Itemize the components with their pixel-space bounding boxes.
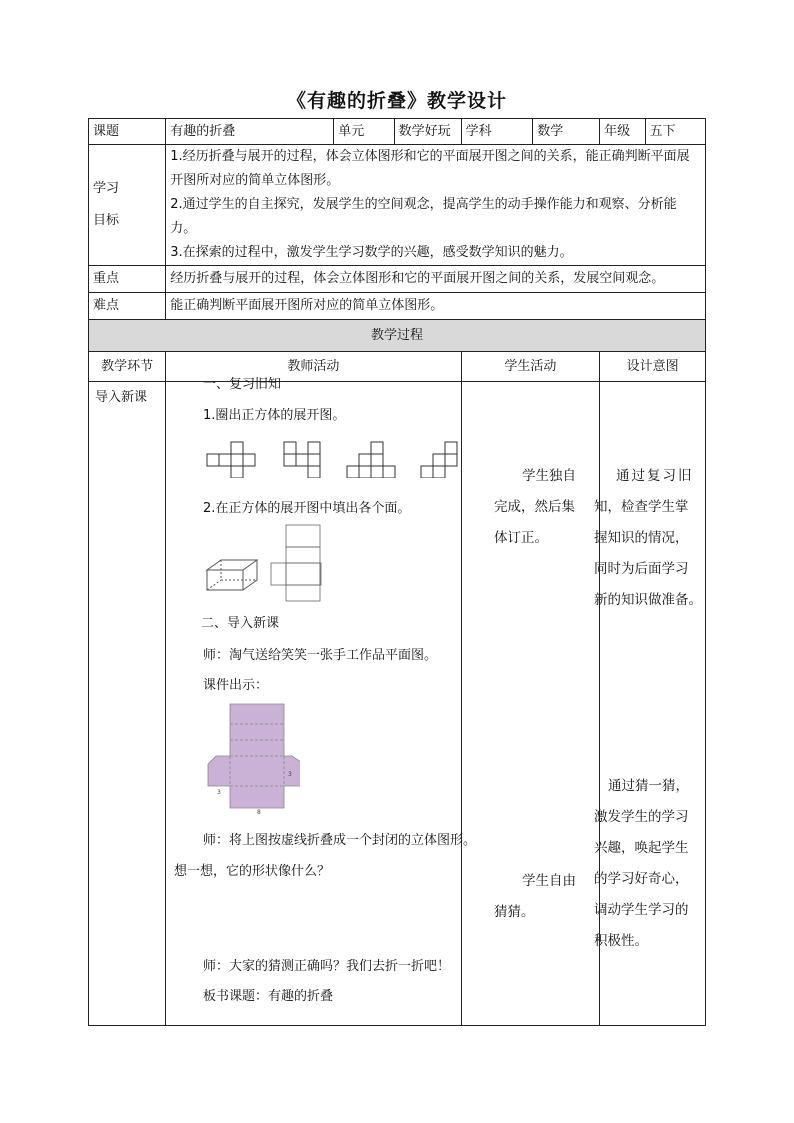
design-intent-2 [594, 771, 689, 957]
teacher-line-1: 师：淘气送给笑笑一张手工作品平面图。 [203, 648, 438, 663]
cube-net-1 [207, 442, 255, 478]
goal-line: 3.在探索的过程中，激发学生学习数学的兴趣，感受数学知识的魅力。 [170, 245, 573, 260]
col-teacher: 教师活动 [166, 352, 461, 382]
goals-text [166, 145, 706, 266]
intent-line: 握知识的情况， [594, 530, 689, 546]
col-stage: 教学环节 [89, 352, 166, 382]
key-point-row [89, 266, 706, 293]
process-header-row [89, 320, 706, 352]
cube-net-4 [421, 442, 457, 478]
intent-line: 的学习好奇心， [594, 871, 689, 887]
goal-line: 2.通过学生的自主探究，发展学生的空间观念，提高学生的动手操作能力和观察、分析能力。 [170, 197, 677, 236]
student-line: 学生独自 [522, 468, 576, 484]
process-header: 教学过程 [89, 320, 706, 352]
cube-net-3 [347, 442, 395, 478]
goal-line: 1.经历折叠与展开的过程，体会立体图形和它的平面展开图之间的关系，能正确判断平面展 [170, 149, 690, 164]
cube-nets-figure [205, 438, 461, 478]
section-intro: 二、导入新课 [201, 616, 280, 631]
question-1: 1.圈出正方体的展开图。 [203, 408, 346, 423]
handcraft-net-figure [204, 702, 300, 814]
unit-value: 数学好玩 [394, 119, 461, 145]
intent-line: 调动学生学习的 [594, 902, 689, 918]
student-activity-1 [494, 461, 576, 554]
cube-nets [205, 438, 461, 478]
goals-label-line2: 目标 [93, 213, 120, 228]
topic-label: 课题 [89, 119, 166, 145]
goal-line: 开图所对应的简单立体图形。 [170, 173, 340, 188]
grade-value: 五下 [645, 119, 705, 145]
intent-line: 通过复习旧 [616, 468, 694, 484]
design-intent-1 [594, 461, 702, 616]
stage-label: 导入新课 [95, 390, 148, 405]
key-point-text: 经历折叠与展开的过程，体会立体图形和它的平面展开图之间的关系，发展空间观念。 [166, 266, 706, 293]
topic-value: 有趣的折叠 [166, 119, 334, 145]
intent-line: 同时为后面学习 [594, 561, 689, 577]
goals-label-line1: 学习 [93, 181, 120, 196]
unit-label: 单元 [334, 119, 394, 145]
intent-line: 激发学生的学习 [594, 809, 689, 825]
intent-line: 积极性。 [594, 933, 648, 949]
difficulty-row [89, 293, 706, 320]
grade-label: 年级 [600, 119, 645, 145]
info-row [89, 119, 706, 145]
teacher-line-4: 师：大家的猜测正确吗？我们去折一折吧！ [203, 959, 451, 974]
goals-row [89, 145, 706, 266]
label-width: 3 [217, 789, 221, 796]
student-activity-2 [494, 866, 576, 928]
student-line: 体订正。 [494, 530, 548, 546]
net-shape [208, 704, 300, 808]
col-student: 学生活动 [461, 352, 600, 382]
intent-line: 知，检查学生掌 [594, 499, 689, 515]
subject-value: 数学 [533, 119, 600, 145]
cube-net-2 [284, 442, 320, 478]
difficulty-label: 难点 [89, 293, 166, 320]
section-review: 一、复习旧知 [203, 377, 282, 392]
teacher-line-5: 板书课题：有趣的折叠 [203, 989, 334, 1004]
intent-line: 兴趣，唤起学生 [594, 840, 689, 856]
student-line: 猜猜。 [494, 904, 535, 920]
cuboid-net-figure [270, 524, 322, 602]
col-intent: 设计意图 [600, 352, 706, 382]
subject-label: 学科 [461, 119, 533, 145]
student-line: 完成，然后集 [494, 499, 575, 515]
label-side: 3 [288, 771, 292, 778]
key-point-label: 重点 [89, 266, 166, 293]
intent-line: 新的知识做准备。 [594, 592, 702, 608]
teacher-line-3b: 想一想，它的形状像什么？ [174, 864, 331, 879]
cuboid-net [270, 524, 322, 606]
intent-line: 通过猜一猜， [608, 778, 689, 794]
difficulty-text: 能正确判断平面展开图所对应的简单立体图形。 [166, 293, 706, 320]
label-length: 8 [257, 809, 261, 814]
goals-label [89, 145, 166, 266]
question-2: 2.在正方体的展开图中填出各个面。 [203, 501, 411, 516]
student-line: 学生自由 [522, 873, 576, 889]
document-title: 《有趣的折叠》教学设计 [286, 90, 507, 112]
column-header-row [89, 352, 706, 382]
stage-cell [89, 382, 166, 1026]
handcraft-net [204, 702, 300, 818]
teacher-line-3a: 师：将上图按虚线折叠成一个封闭的立体图形。 [203, 833, 477, 848]
teacher-line-2: 课件出示： [203, 678, 269, 693]
